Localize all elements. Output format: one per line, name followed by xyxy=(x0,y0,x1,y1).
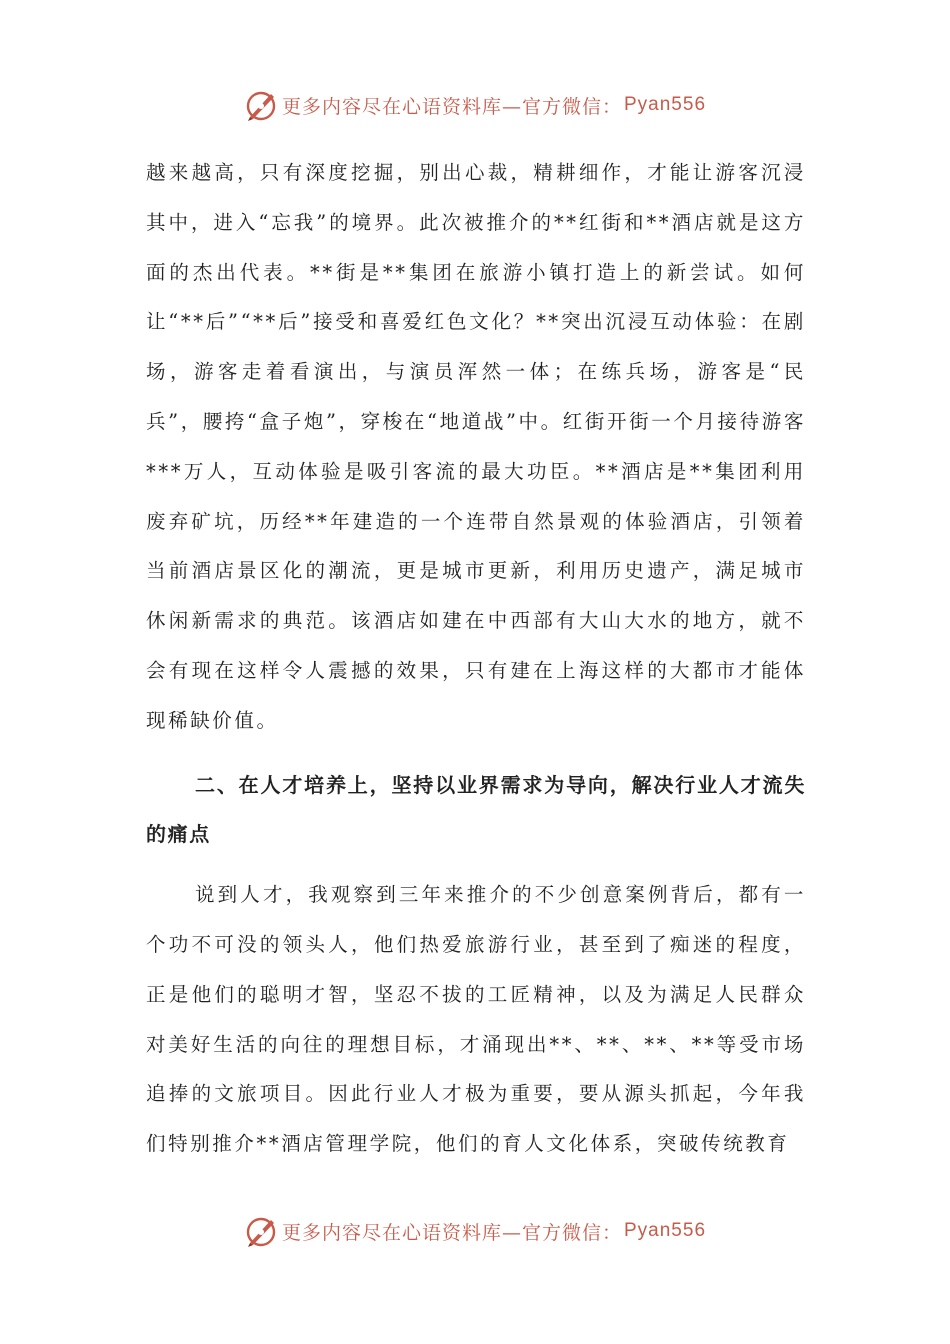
body-paragraph-2: 说到人才，我观察到三年来推介的不少创意案例背后，都有一个功不可没的领头人，他们热爱旅游行业，甚至到了痴迷的程度，正是他们的聪明才智，坚忍不拔的工匠精神，以及为满足人民群众对美好生活的向往的理想目标，才涌现出**、**、**、**等受市场追捧的文旅项目。因此行业人才极为重要，要从源头抓起，今年我们特别推介**酒店管理学院，他们的育人文化体系，突破传统教育 xyxy=(146,883,806,1156)
body-paragraph-1: 越来越高，只有深度挖掘，别出心裁，精耕细作，才能让游客沉浸其中，进入“忘我”的境界。此次被推介的**红街和**酒店就是这方面的杰出代表。**街是**集团在旅游小镇打造上的新尝试。如何让“**后”“**后”接受和喜爱红色文化？**突出沉浸互动体验：在剧场，游客走着看演出，与演员浑然一体；在练兵场，游客是“民兵”，腰挎“盒子炮”，穿梭在“地道战”中。红街开街一个月接待游客***万人，互动体验是吸引客流的最大功臣。**酒店是**集团利用废弃矿坑，历经**年建造的一个连带自然景观的体验酒店，引领着当前酒店景区化的潮流，更是城市更新，利用历史遗产，满足城市休闲新需求的典范。该酒店如建在中西部有大山大水的地方，就不会有现在这样令人震撼的效果，只有建在上海这样的大都市才能体现稀缺价值。 xyxy=(146,161,806,732)
pen-logo-icon xyxy=(244,88,278,122)
watermark-code: Pyan556 xyxy=(624,1220,707,1241)
section-heading-2: 二、在人才培养上，坚持以业界需求为导向，解决行业人才流失的痛点 xyxy=(146,772,806,847)
header-watermark xyxy=(0,85,950,125)
watermark-text: 更多内容尽在心语资料库—官方微信： xyxy=(281,95,622,118)
document-body xyxy=(146,148,806,1169)
pen-logo-icon xyxy=(244,1214,278,1248)
watermark-text: 更多内容尽在心语资料库—官方微信： xyxy=(281,1221,622,1244)
watermark-code: Pyan556 xyxy=(624,94,707,115)
footer-watermark xyxy=(0,1211,950,1251)
